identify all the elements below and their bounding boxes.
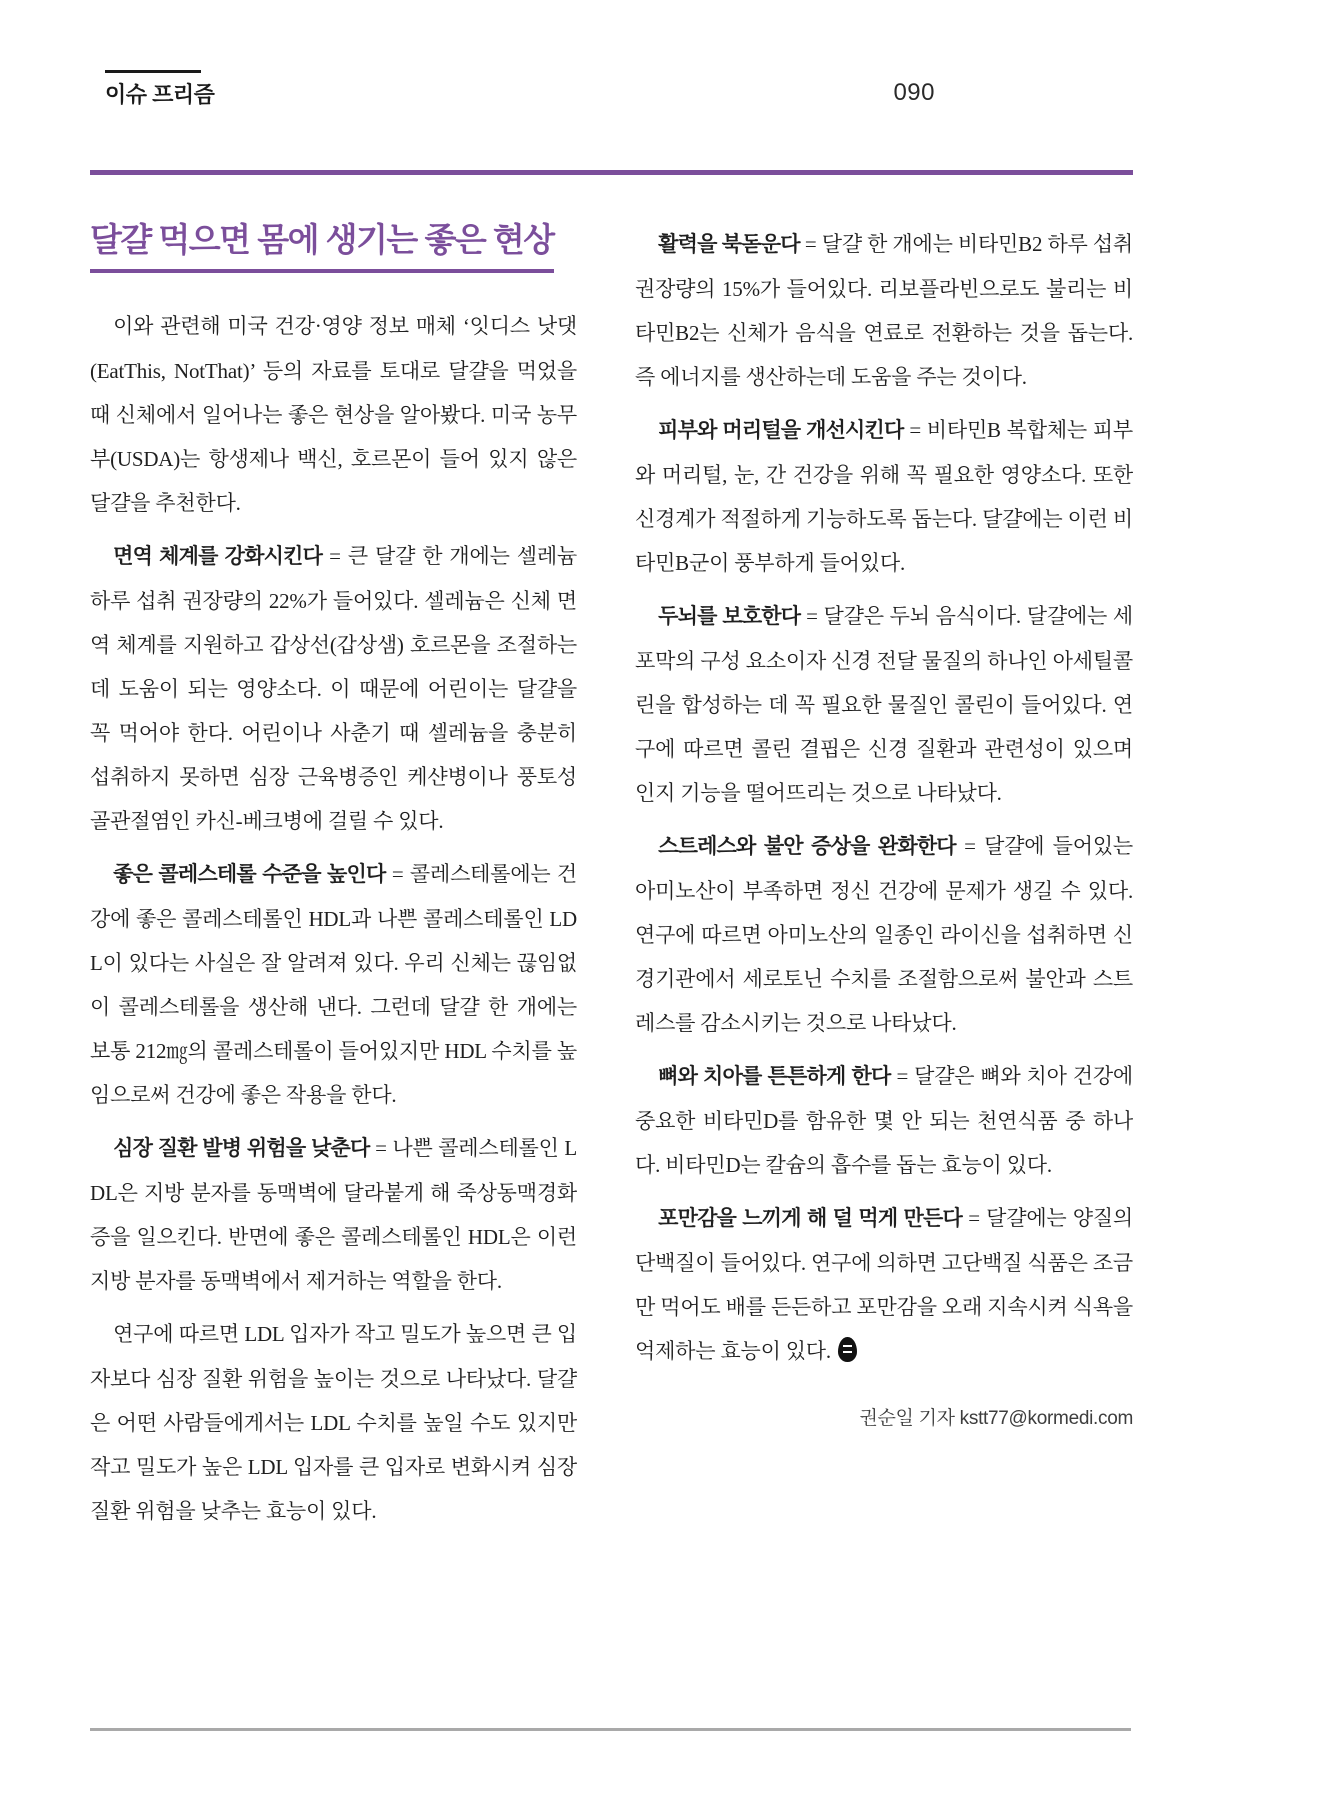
paragraph-cholesterol	[90, 852, 577, 1117]
paragraph-lead: 피부와 머리털을 개선시킨다	[658, 419, 904, 442]
paragraph-separator: =	[322, 543, 348, 568]
paragraph-intro	[90, 304, 577, 525]
paragraph-separator: =	[962, 1206, 987, 1230]
paragraph-skin-hair	[635, 408, 1133, 585]
paragraph-text: 콜레스테롤에는 건강에 좋은 콜레스테롤인 HDL과 나쁜 콜레스테롤인 LDL이 있다는 사실은 잘 알려져 있다. 우리 신체는 끊임없이 콜레스테롤을 생산해 낸다. 그런데 달걀 한 개에는 보통 212㎎의 콜레스테롤이 들어있지만 HDL 수치를 높임으로써 건강에 좋은 작용을 한다.	[90, 861, 577, 1107]
paragraph-separator: =	[890, 1064, 915, 1088]
paragraph-text: 연구에 따르면 LDL 입자가 작고 밀도가 높으면 큰 입자보다 심장 질환 위험을 높이는 것으로 나타났다. 달걀은 어떤 사람들에게서는 LDL 수치를 높일 수도 있지만 작고 밀도가 높은 LDL 입자를 큰 입자로 변화시켜 심장 질환 위험을 낮추는 효능이 있다.	[90, 1321, 577, 1523]
egg-end-mark-icon	[838, 1337, 857, 1362]
paragraph-separator: =	[955, 834, 985, 858]
paragraph-bones-teeth	[635, 1054, 1133, 1187]
paragraph-text: 달걀은 뼈와 치아 건강에 중요한 비타민D를 함유한 몇 안 되는 천연식품 중 하나다. 비타민D는 칼슘의 흡수를 돕는 효능이 있다.	[635, 1064, 1134, 1177]
byline: 권순일 기자 kstt77@kormedi.com	[859, 1408, 1133, 1429]
paragraph-lead: 두뇌를 보호한다	[658, 605, 801, 628]
paragraph-lead: 심장 질환 발병 위험을 낮춘다	[113, 1136, 370, 1160]
paragraph-separator: =	[903, 418, 927, 442]
paragraph-stress	[635, 824, 1133, 1045]
section-kicker	[105, 0, 1133, 108]
paragraph-text: 비타민B 복합체는 피부와 머리털, 눈, 간 건강을 위해 꼭 필요한 영양소다. 또한 신경계가 적절하게 기능하도록 돕는다. 달걀에는 이런 비타민B군이 풍부하게 들어있다.	[635, 418, 1133, 575]
paragraph-lead: 포만감을 느끼게 해 덜 먹게 만든다	[658, 1207, 963, 1230]
paragraph-text: 달걀에 들어있는 아미노산이 부족하면 정신 건강에 문제가 생길 수 있다. 연구에 따르면 아미노산의 일종인 라이신을 섭취하면 신경기관에서 세로토닌 수치를 조절함으로써 불안과 스트레스를 감소시키는 것으로 나타났다.	[635, 834, 1133, 1035]
article-heading: 달걀 먹으면 몸에 생기는 좋은 현상	[90, 221, 554, 273]
paragraph-ldl-research	[90, 1312, 577, 1533]
kicker-rule	[105, 70, 201, 73]
paragraph-separator: =	[799, 232, 822, 256]
paragraph-text: 나쁜 콜레스테롤인 LDL은 지방 분자를 동맥벽에 달라붙게 해 죽상동맥경화증을 일으킨다. 반면에 좋은 콜레스테롤인 HDL은 이런 지방 분자를 동맥벽에서 제거하는 역할을 한다.	[90, 1135, 577, 1293]
right-column	[635, 221, 1133, 1430]
paragraph-text: 달걀 한 개에는 비타민B2 하루 섭취 권장량의 15%가 들어있다. 리보플라빈으로도 불리는 비타민B2는 신체가 음식을 연료로 전환하는 것을 돕는다. 즉 에너지를 생산하는데 도움을 주는 것이다.	[635, 232, 1133, 389]
paragraph-lead: 스트레스와 불안 증상을 완화한다	[658, 835, 956, 858]
paragraph-text: 달걀에는 양질의 단백질이 들어있다. 연구에 의하면 고단백질 식품은 조금만 먹어도 배를 든든하고 포만감을 오래 지속시켜 식욕을 억제하는 효능이 있다.	[635, 1206, 1133, 1363]
paragraph-text: 달걀은 두뇌 음식이다. 달걀에는 세포막의 구성 요소이자 신경 전달 물질의 하나인 아세틸콜린을 합성하는 데 꼭 필요한 물질인 콜린이 들어있다. 연구에 따르면 콜린 결핍은 신경 질환과 관련성이 있으며 인지 기능을 떨어뜨리는 것으로 나타났다.	[635, 604, 1134, 805]
paragraph-lead: 좋은 콜레스테롤 수준을 높인다	[113, 862, 386, 886]
bottom-rule	[90, 1728, 1131, 1731]
paragraph-immune	[90, 534, 577, 843]
paragraph-heart	[90, 1126, 577, 1303]
paragraph-text: 큰 달걀 한 개에는 셀레늄 하루 섭취 권장량의 22%가 들어있다. 셀레늄은 신체 면역 체계를 지원하고 갑상선(갑상샘) 호르몬을 조절하는 데 도움이 되는 영양소다. 이 때문에 어린이는 달걀을 꼭 먹어야 한다. 어린이나 사춘기 때 셀레늄을 충분히 섭취하지 못하면 심장 근육병증인 케샨병이나 풍토성 골관절염인 카신-베크병에 걸릴 수 있다.	[90, 543, 577, 833]
paragraph-lead: 면역 체계를 강화시킨다	[113, 544, 323, 568]
page-content	[90, 0, 1133, 1542]
paragraph-energy	[635, 222, 1133, 399]
paragraph-brain	[635, 594, 1133, 815]
paragraph-lead: 활력을 북돋운다	[658, 233, 800, 256]
top-accent-rule	[90, 170, 1133, 175]
paragraph-text: 이와 관련해 미국 건강·영양 정보 매체 ‘잇디스 낫댓(EatThis, NotThat)’ 등의 자료를 토대로 달걀을 먹었을 때 신체에서 일어나는 좋은 현상을 알아봤다. 미국 농무부(USDA)는 항생제나 백신, 호르몬이 들어 있지 않은 달걀을 추천한다.	[90, 313, 577, 515]
paragraph-separator: =	[385, 861, 410, 886]
paragraph-separator: =	[369, 1135, 393, 1160]
paragraph-satiety	[635, 1196, 1133, 1373]
left-column	[90, 221, 577, 1542]
article-columns	[90, 221, 1133, 1542]
page-number: 090	[893, 79, 935, 106]
kicker-label: 이슈 프리즘	[105, 82, 215, 107]
paragraph-separator: =	[800, 604, 824, 628]
paragraph-lead: 뼈와 치아를 튼튼하게 한다	[658, 1065, 891, 1088]
